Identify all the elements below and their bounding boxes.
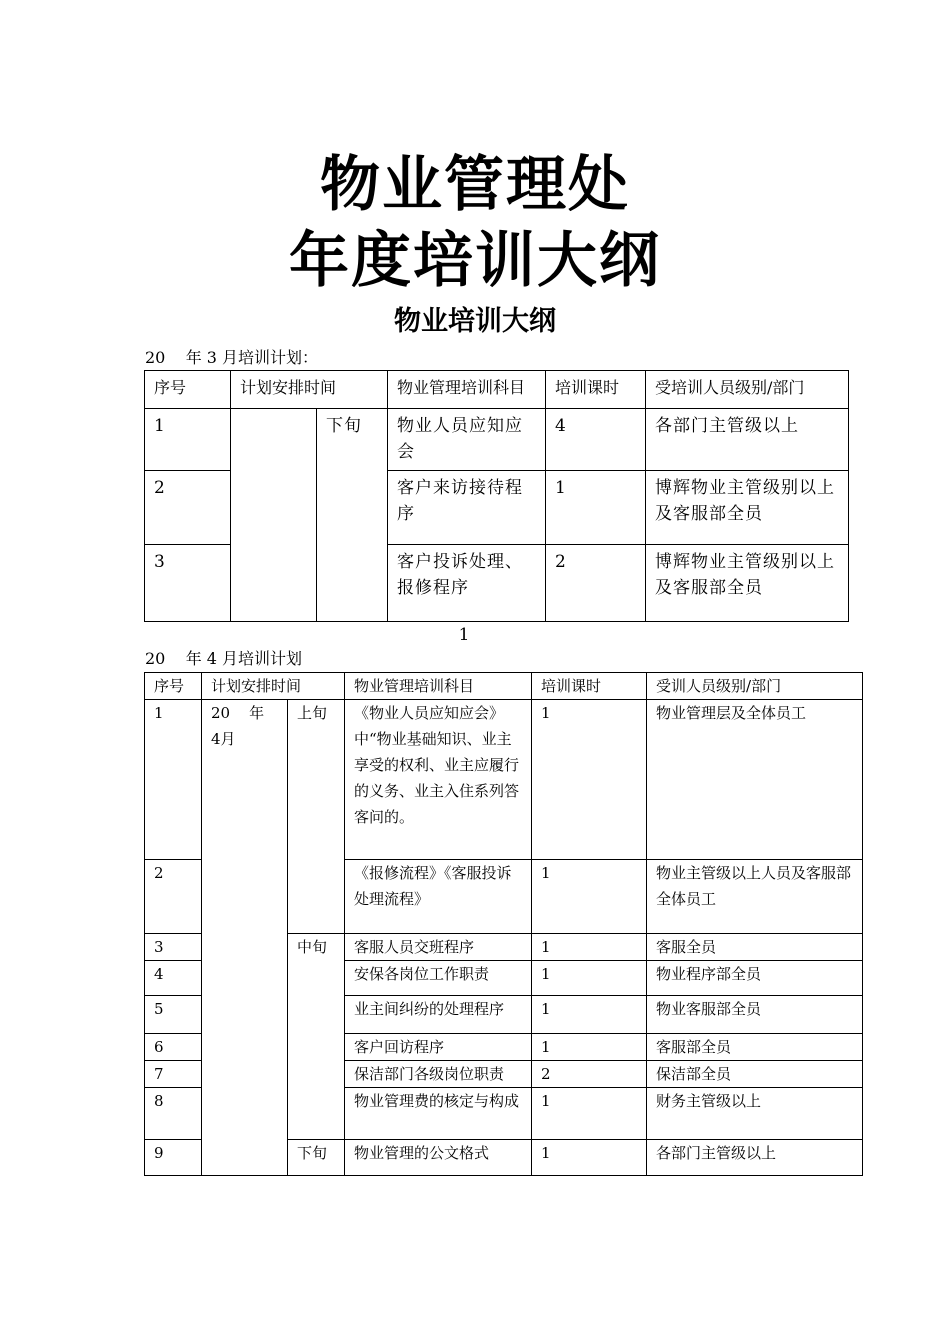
hours-cell: 1	[546, 471, 646, 545]
schedule-cell: 20 年 4月	[202, 700, 288, 1176]
header-cell: 序号	[145, 371, 231, 409]
hours-cell: 1	[532, 961, 647, 996]
hours-cell: 1	[532, 700, 647, 860]
subject-cell: 保洁部门各级岗位职责	[345, 1061, 532, 1088]
subject-cell: 客户回访程序	[345, 1034, 532, 1061]
trainees-cell: 客服全员	[647, 934, 863, 961]
header-cell: 物业管理培训科目	[388, 371, 546, 409]
row-number: 5	[145, 996, 202, 1034]
table-header-row	[145, 371, 849, 409]
header-cell: 培训课时	[546, 371, 646, 409]
trainees-cell: 博辉物业主管级别以上及客服部全员	[646, 545, 849, 622]
subject-cell: 客户投诉处理、报修程序	[388, 545, 546, 622]
subject-cell: 《报修流程》《客服投诉处理流程》	[345, 860, 532, 934]
header-cell: 序号	[145, 673, 202, 700]
hours-cell: 1	[532, 1034, 647, 1061]
trainees-cell: 各部门主管级以上	[647, 1140, 863, 1176]
period-cell: 下旬	[288, 1140, 345, 1176]
header-cell: 受训人员级别/部门	[647, 673, 863, 700]
hours-cell: 1	[532, 860, 647, 934]
row-number: 3	[145, 545, 231, 622]
trainees-cell: 物业客服部全员	[647, 996, 863, 1034]
header-cell: 受培训人员级别/部门	[646, 371, 849, 409]
row-number: 7	[145, 1061, 202, 1088]
table-header-row	[145, 673, 863, 700]
document-title: 物业管理处	[320, 150, 630, 220]
document-subtitle: 物业培训大纲	[394, 306, 556, 337]
row-number: 4	[145, 961, 202, 996]
hours-cell: 1	[532, 1140, 647, 1176]
period-cell: 中旬	[288, 934, 345, 1140]
subject-cell: 业主间纠纷的处理程序	[345, 996, 532, 1034]
trainees-cell: 保洁部全员	[647, 1061, 863, 1088]
row-number: 3	[145, 934, 202, 961]
table-row	[145, 700, 863, 860]
trainees-cell: 物业主管级以上人员及客服部全体员工	[647, 860, 863, 934]
header-cell: 培训课时	[532, 673, 647, 700]
subject-cell: 客户来访接待程序	[388, 471, 546, 545]
document-title-line2: 年度培训大纲	[289, 226, 661, 296]
april-plan-table	[144, 672, 863, 1176]
trainees-cell: 博辉物业主管级别以上及客服部全员	[646, 471, 849, 545]
subject-cell: 安保各岗位工作职责	[345, 961, 532, 996]
subject-cell: 客服人员交班程序	[345, 934, 532, 961]
period-cell: 上旬	[288, 700, 345, 934]
header-cell: 物业管理培训科目	[345, 673, 532, 700]
row-number: 2	[145, 471, 231, 545]
hours-cell: 1	[532, 1088, 647, 1140]
page-number: 1	[458, 625, 470, 645]
header-cell: 计划安排时间	[202, 673, 345, 700]
march-plan-heading: 20 年 3 月培训计划：	[145, 348, 319, 367]
subject-cell: 物业人员应知应会	[388, 409, 546, 471]
hours-cell: 2	[546, 545, 646, 622]
hours-cell: 1	[532, 996, 647, 1034]
row-number: 1	[145, 409, 231, 471]
trainees-cell: 客服部全员	[647, 1034, 863, 1061]
subject-cell: 《物业人员应知应会》中“物业基础知识、业主享受的权利、业主应履行的义务、业主入住系列答客问的。	[345, 700, 532, 860]
trainees-cell: 各部门主管级以上	[646, 409, 849, 471]
trainees-cell: 物业程序部全员	[647, 961, 863, 996]
period-cell: 下旬	[317, 409, 388, 622]
table-row	[145, 409, 849, 471]
trainees-cell: 财务主管级以上	[647, 1088, 863, 1140]
hours-cell: 1	[532, 934, 647, 961]
march-plan-table	[144, 370, 849, 622]
hours-cell: 2	[532, 1061, 647, 1088]
subject-cell: 物业管理的公文格式	[345, 1140, 532, 1176]
april-plan-heading: 20 年 4 月培训计划	[145, 649, 303, 668]
row-number: 2	[145, 860, 202, 934]
row-number: 1	[145, 700, 202, 860]
row-number: 6	[145, 1034, 202, 1061]
subject-cell: 物业管理费的核定与构成	[345, 1088, 532, 1140]
row-number: 8	[145, 1088, 202, 1140]
row-number: 9	[145, 1140, 202, 1176]
schedule-cell	[231, 409, 317, 622]
hours-cell: 4	[546, 409, 646, 471]
trainees-cell: 物业管理层及全体员工	[647, 700, 863, 860]
header-cell: 计划安排时间	[231, 371, 388, 409]
